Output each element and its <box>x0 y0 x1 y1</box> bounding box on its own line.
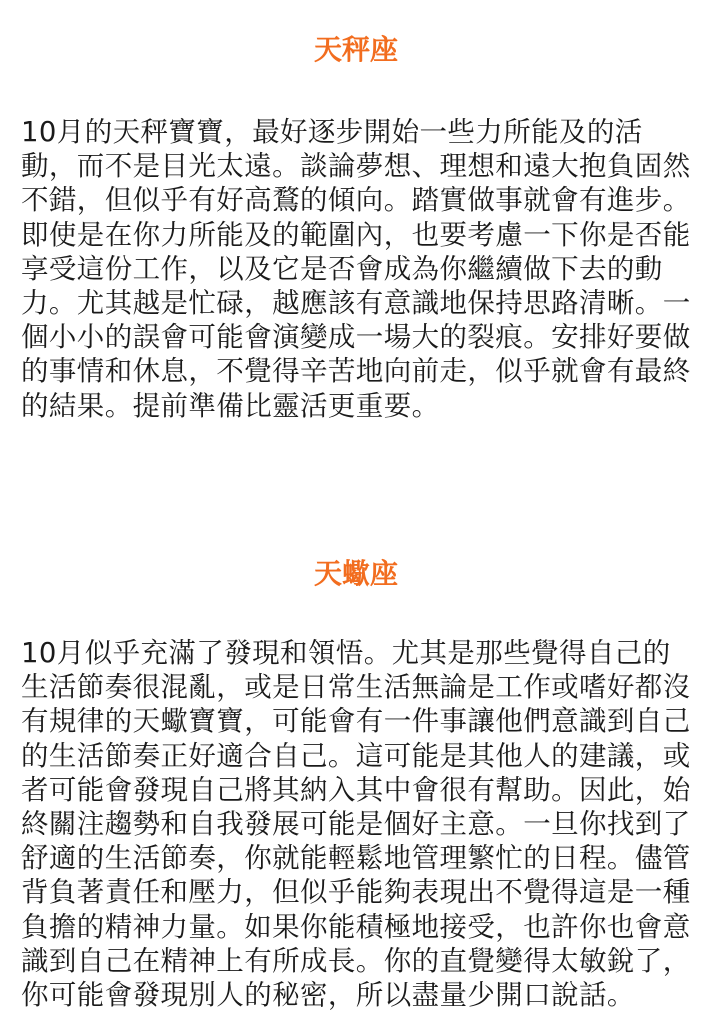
scorpio-section <box>0 524 712 1012</box>
scorpio-horoscope-text: 10月似乎充滿了發現和領悟。尤其是那些覺得自己的生活節奏很混亂，或是日常生活無論是工作或嗜好都沒有規律的天蠍寶寶，可能會有一件事讓他們意識到自己的生活節奏正好適合自己。這可能是其他人的建議，或者可能會發現自己將其納入其中會很有幫助。因此，始終關注趨勢和自我發展可能是個好主意。一旦你找到了舒適的生活節奏，你就能輕鬆地管理繁忙的日程。儘管背負著責任和壓力，但似乎能夠表現出不覺得這是一種負擔的精神力量。如果你能積極地接受，也許你也會意識到自己在精神上有所成長。你的直覺變得太敏銳了，你可能會發現別人的秘密，所以盡量少開口說話。 <box>21 637 691 1012</box>
libra-heading: 天秤座 <box>313 33 398 66</box>
libra-horoscope-text: 10月的天秤寶寶，最好逐步開始一些力所能及的活動，而不是目光太遠。談論夢想、理想和遠大抱負固然不錯，但似乎有好高鶩的傾向。踏實做事就會有進步。即使是在你力所能及的範圍內，也要考慮一下你是否能享受這份工作，以及它是否會成為你繼續做下去的動力。尤其越是忙碌，越應該有意識地保持思路清晰。一個小小的誤會可能會演變成一場大的裂痕。安排好要做的事情和休息，不覺得辛苦地向前走，似乎就會有最終的結果。提前準備比靈活更重要。 <box>21 116 691 422</box>
scorpio-heading: 天蠍座 <box>313 557 398 590</box>
libra-section <box>0 0 712 422</box>
